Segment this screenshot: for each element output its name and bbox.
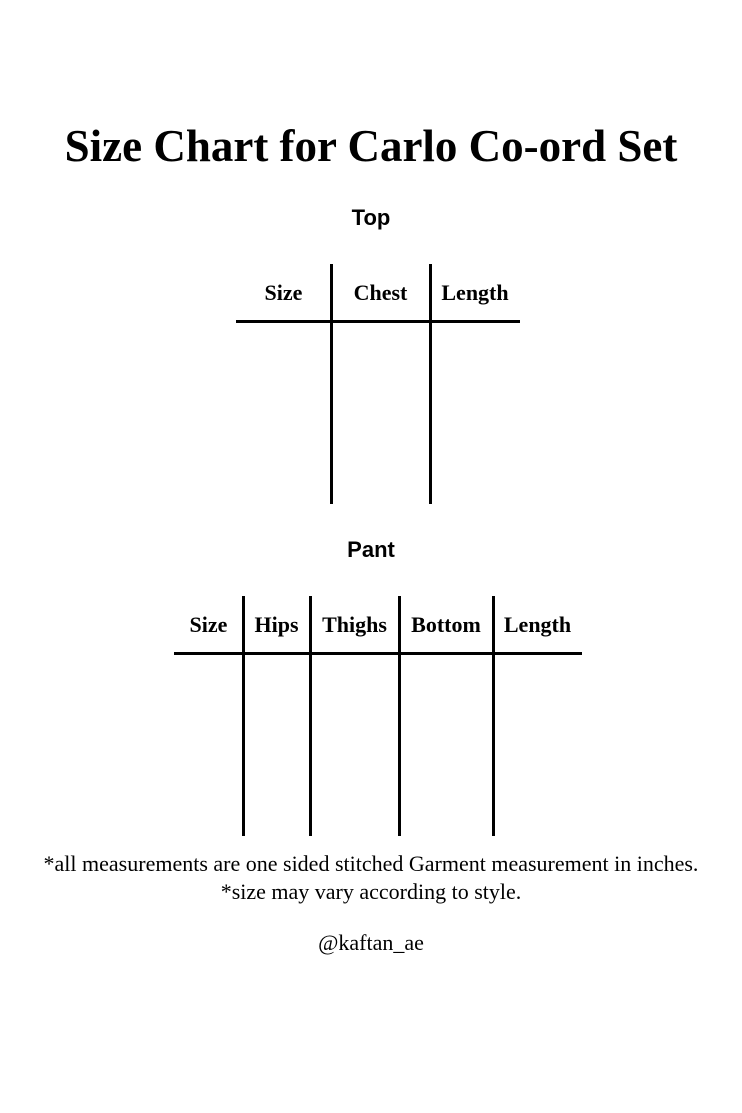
pant-header-bottom: Bottom <box>411 612 481 637</box>
measurement-note: *all measurements are one sided stitched Garment measurement in inches. <box>43 851 699 876</box>
pant-header-hips: Hips <box>254 612 299 637</box>
pant-header-thighs: Thighs <box>322 612 387 637</box>
pant-header-size: Size <box>189 612 228 637</box>
pant-column-divider <box>242 596 245 836</box>
top-size-table <box>236 264 520 504</box>
top-header-size: Size <box>264 280 303 305</box>
pant-header-length: Length <box>503 612 572 637</box>
style-variation-note: *size may vary according to style. <box>220 879 522 904</box>
top-header-chest: Chest <box>353 280 408 305</box>
pant-section-heading: Pant <box>347 537 395 562</box>
top-section-heading: Top <box>351 205 391 230</box>
social-handle: @kaftan_ae <box>318 930 424 955</box>
pant-column-divider <box>398 596 401 836</box>
pant-column-divider <box>309 596 312 836</box>
top-header-rule <box>236 320 520 323</box>
top-header-length: Length <box>441 280 509 305</box>
pant-header-rule <box>174 652 582 655</box>
top-column-divider <box>429 264 432 504</box>
pant-size-table <box>174 596 582 836</box>
page-title: Size Chart for Carlo Co-ord Set <box>64 121 678 171</box>
pant-column-divider <box>492 596 495 836</box>
top-column-divider <box>330 264 333 504</box>
